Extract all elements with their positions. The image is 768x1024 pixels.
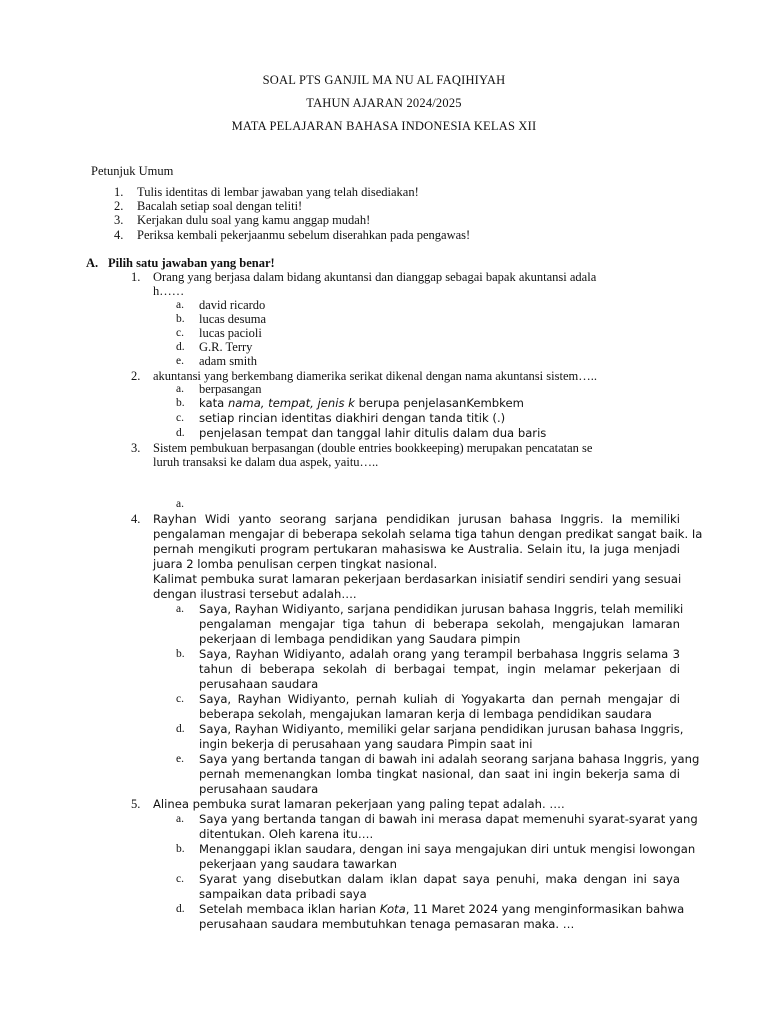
option-text: lucas desuma — [199, 312, 266, 326]
instruction-number: 3. — [114, 213, 124, 227]
option-text: Saya yang bertanda tangan di bawah ini adalah seorang sarjana bahasa Inggris, yang — [199, 752, 700, 766]
question-number: 1. — [131, 270, 141, 284]
option-text: david ricardo — [199, 298, 266, 312]
option-text: beberapa sekolah, mengajukan lamaran kerja di lembaga pendidikan saudara — [199, 707, 652, 721]
option-text: berpasangan — [199, 382, 262, 396]
section-title: Pilih satu jawaban yang benar! — [108, 256, 275, 270]
instruction-number: 2. — [114, 199, 124, 213]
instruction-item: Kerjakan dulu soal yang kamu anggap mudah! — [137, 213, 371, 227]
instruction-number: 4. — [114, 228, 124, 242]
option-letter: a. — [176, 498, 184, 510]
question-text: juara 2 lomba penulisan cerpen tingkat nasional. — [153, 557, 438, 571]
question-text: luruh transaksi ke dalam dua aspek, yaitu….. — [153, 455, 379, 469]
question-number: 5. — [131, 797, 141, 811]
option-text: ditentukan. Oleh karena itu…. — [199, 827, 374, 841]
option-letter: a. — [176, 383, 184, 395]
instruction-item: Tulis identitas di lembar jawaban yang telah disediakan! — [137, 185, 419, 199]
question-number: 3. — [131, 441, 141, 455]
option-letter: a. — [176, 603, 184, 615]
option-letter: c. — [176, 327, 184, 339]
option-text: perusahaan saudara — [199, 782, 319, 796]
option-text: setiap rincian identitas diakhiri dengan tanda titik (.) — [199, 411, 506, 425]
option-letter: b. — [176, 843, 185, 855]
option-text: Saya, Rayhan Widiyanto, sarjana pendidikan jurusan bahasa Inggris, telah memiliki — [199, 602, 684, 616]
instruction-item: Bacalah setiap soal dengan teliti! — [137, 199, 303, 213]
question-text: Sistem pembukuan berpasangan (double entries bookkeeping) merupakan pencatatan se — [153, 441, 593, 455]
option-letter: d. — [176, 427, 185, 439]
option-letter: c. — [176, 873, 184, 885]
option-text: Saya, Rayhan Widiyanto, memiliki gelar sarjana pendidikan jurusan bahasa Inggris, — [199, 722, 684, 736]
option-letter: a. — [176, 299, 184, 311]
option-text: Setelah membaca iklan harian Kota, 11 Maret 2024 yang menginformasikan bahwa — [199, 902, 685, 916]
question-text: h…… — [153, 284, 185, 298]
academic-year: TAHUN AJARAN 2024/2025 — [306, 96, 462, 110]
question-text: dengan ilustrasi tersebut adalah…. — [153, 587, 357, 601]
subject-title: MATA PELAJARAN BAHASA INDONESIA KELAS XII — [231, 119, 537, 133]
question-text: pernah mengikuti program pertukaran mahasiswa ke Australia. Selain itu, Ia juga menjadi — [153, 542, 680, 556]
option-text: Saya yang bertanda tangan di bawah ini merasa dapat memenuhi syarat-syarat yang — [199, 812, 698, 826]
option-text: sampaikan data pribadi saya — [199, 887, 367, 901]
exam-title: SOAL PTS GANJIL MA NU AL FAQIHIYAH — [262, 73, 506, 87]
option-text: perusahaan saudara — [199, 677, 319, 691]
option-text: ingin bekerja di perusahaan yang saudara Pimpin saat ini — [199, 737, 533, 751]
option-text: pernah memenangkan lomba tingkat nasional, dan saat ini ingin bekerja sama di — [199, 767, 680, 781]
option-letter: d. — [176, 723, 185, 735]
option-text: G.R. Terry — [199, 340, 253, 354]
option-text: tahun di beberapa sekolah di berbagai tempat, ingin melamar pekerjaan di — [199, 662, 680, 676]
question-text: Orang yang berjasa dalam bidang akuntansi dan dianggap sebagai bapak akuntansi adala — [153, 270, 597, 284]
option-text: pekerjaan di lembaga pendidikan yang Saudara pimpin — [199, 632, 521, 646]
question-text: akuntansi yang berkembang diamerika serikat dikenal dengan nama akuntansi sistem….. — [153, 369, 597, 383]
option-letter: d. — [176, 903, 185, 915]
option-text: kata nama, tempat, jenis k berupa penjelasanKembkem — [199, 396, 524, 410]
option-letter: e. — [176, 753, 184, 765]
option-letter: a. — [176, 813, 184, 825]
option-letter: b. — [176, 397, 185, 409]
option-text: adam smith — [199, 354, 257, 368]
option-letter: c. — [176, 693, 184, 705]
question-text: Alinea pembuka surat lamaran pekerjaan yang paling tepat adalah. …. — [153, 797, 565, 811]
question-text: Kalimat pembuka surat lamaran pekerjaan berdasarkan inisiatif sendiri sendiri yang sesuai — [153, 572, 682, 586]
option-letter: e. — [176, 355, 184, 367]
option-letter: d. — [176, 341, 185, 353]
option-text: Saya, Rayhan Widiyanto, adalah orang yang terampil berbahasa Inggris selama 3 — [199, 647, 680, 661]
question-number: 2. — [131, 369, 141, 383]
option-letter: b. — [176, 648, 185, 660]
option-text: lucas pacioli — [199, 326, 262, 340]
option-text: pekerjaan yang saudara tawarkan — [199, 857, 397, 871]
option-text: Saya, Rayhan Widiyanto, pernah kuliah di Yogyakarta dan pernah mengajar di — [199, 692, 680, 706]
option-text: pengalaman mengajar tiga tahun di beberapa sekolah, mengajukan lamaran — [199, 617, 680, 631]
question-number: 4. — [131, 512, 141, 526]
instructions-title: Petunjuk Umum — [91, 164, 174, 178]
question-text: pengalaman mengajar di beberapa sekolah selama tiga tahun dengan predikat sangat baik. Ia — [153, 527, 703, 541]
option-text: penjelasan tempat dan tanggal lahir ditulis dalam dua baris — [199, 426, 547, 440]
question-text: Rayhan Widi yanto seorang sarjana pendidikan jurusan bahasa Inggris. Ia memiliki — [153, 512, 680, 526]
option-text: perusahaan saudara membutuhkan tenaga pemasaran maka. … — [199, 917, 575, 931]
option-letter: b. — [176, 313, 185, 325]
option-text: Menanggapi iklan saudara, dengan ini saya mengajukan diri untuk mengisi lowongan — [199, 842, 696, 856]
section-label: A. — [86, 256, 99, 270]
option-letter: c. — [176, 412, 184, 424]
instruction-item: Periksa kembali pekerjaanmu sebelum diserahkan pada pengawas! — [137, 228, 471, 242]
instruction-number: 1. — [114, 185, 124, 199]
option-text: Syarat yang disebutkan dalam iklan dapat saya penuhi, maka dengan ini saya — [199, 872, 680, 886]
